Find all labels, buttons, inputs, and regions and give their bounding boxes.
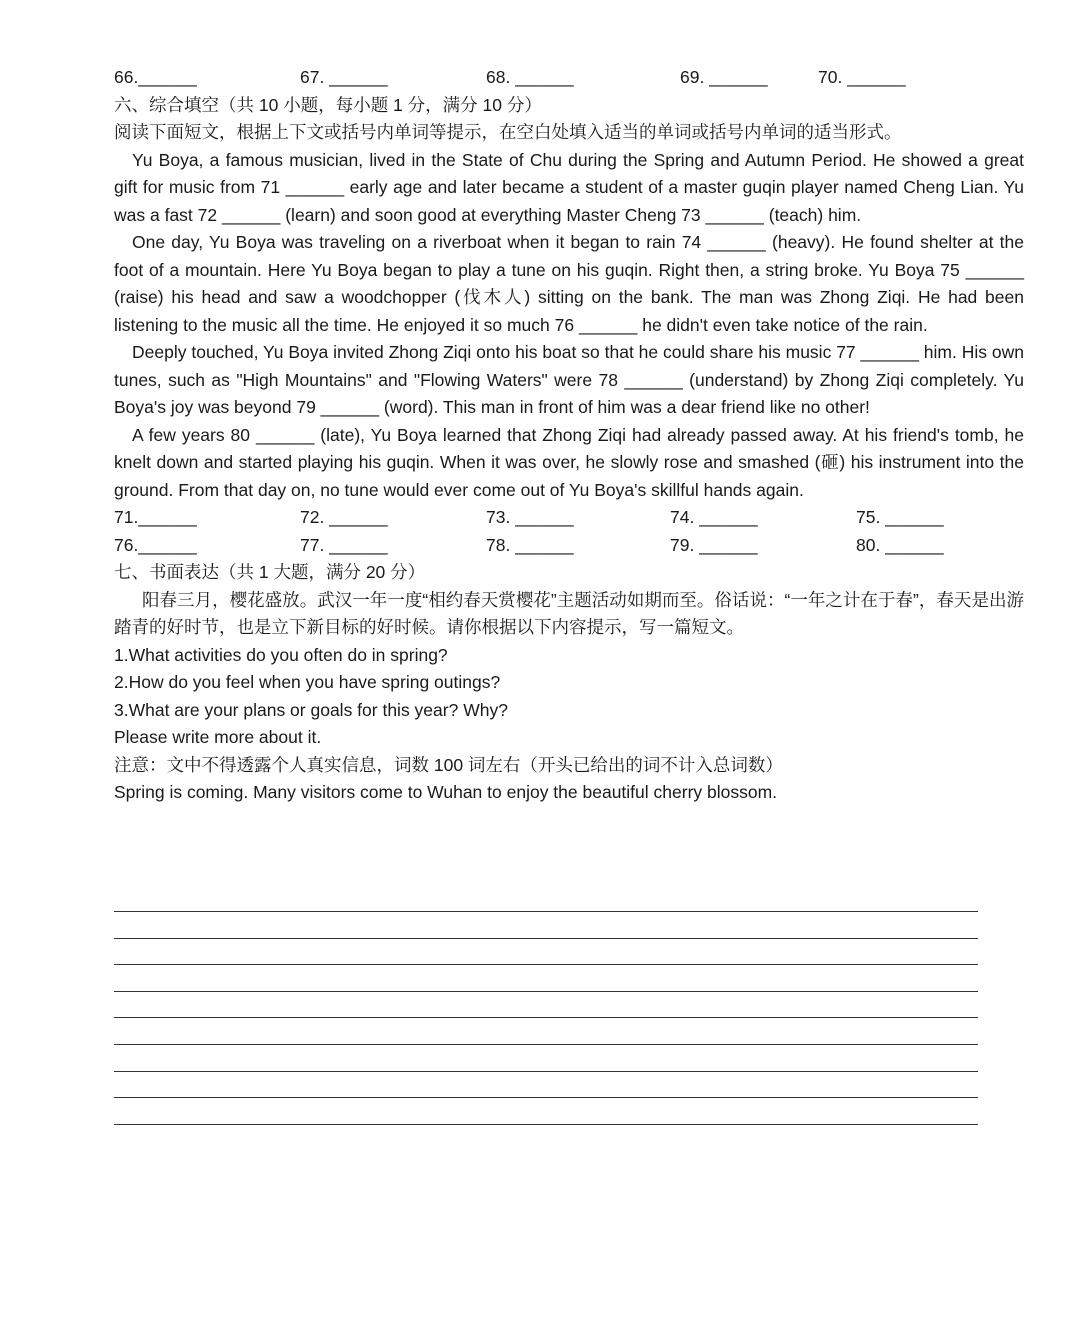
answer-blank-69[interactable]: 69. ______ (680, 67, 768, 87)
section6-heading: 六、综合填空（共 10 小题，每小题 1 分，满分 10 分） (114, 94, 542, 115)
answer-row-76-80 (114, 532, 1024, 560)
exam-page (114, 64, 1024, 807)
section6-instruction: 阅读下面短文，根据上下文或括号内单词等提示，在空白处填入适当的单词或括号内单词的适当形式。 (114, 122, 902, 142)
writing-question-1: 1.What activities do you often do in spring? (114, 644, 448, 665)
answer-blank-77[interactable]: 77. ______ (300, 534, 388, 555)
answer-blank-78[interactable]: 78. ______ (486, 534, 574, 555)
passage-paragraph-3: Deeply touched, Yu Boya invited Zhong Ziqi onto his boat so that he could share his music 77 ______ him. His own tunes, such as "High Mountains" and "Flowing Waters" were 78 ______ (understand) by Zhong Ziqi completely. Yu Boya's joy was beyond 79 ______ (word). This man in front of him was a dear friend like no other! (114, 342, 1024, 417)
writing-opening-sentence: Spring is coming. Many visitors come to Wuhan to enjoy the beautiful cherry blossom. (114, 782, 778, 802)
answer-blank-68[interactable]: 68. ______ (486, 67, 574, 87)
passage-paragraph-1: Yu Boya, a famous musician, lived in the State of Chu during the Spring and Autumn Period. He showed a great gift for music from 71 ______ early age and later became a student of a master guqin player named Cheng Lian. Yu was a fast 72 ______ (learn) and soon good at everything Master Cheng 73 ______ (teach) him. (114, 149, 1024, 225)
answer-blank-67[interactable]: 67. ______ (300, 67, 388, 87)
answer-row-71-75 (114, 504, 1024, 532)
writing-question-3: 3.What are your plans or goals for this year? Why? (114, 699, 508, 720)
answer-blank-66[interactable]: 66.______ (114, 67, 197, 87)
section7-heading: 七、书面表达（共 1 大题，满分 20 分） (114, 562, 426, 582)
writing-line[interactable] (114, 1045, 978, 1072)
answer-blank-72[interactable]: 72. ______ (300, 507, 388, 527)
answer-blank-76[interactable]: 76.______ (114, 534, 197, 555)
answer-blank-70[interactable]: 70. ______ (818, 67, 906, 87)
writing-line[interactable] (114, 1072, 978, 1099)
answer-blank-80[interactable]: 80. ______ (856, 534, 944, 555)
passage-paragraph-4: A few years 80 ______ (late), Yu Boya learned that Zhong Ziqi had already passed away. At his friend's tomb, he knelt down and started playing his guqin. When it was over, he slowly rose and smashed (砸) his instrument into the ground. From that day on, no tune would ever come out of Yu Boya's skillful hands again. (114, 424, 1024, 500)
writing-area[interactable] (114, 911, 978, 1125)
writing-note: 注意：文中不得透露个人真实信息，词数 100 词左右（开头已给出的词不计入总词数） (114, 754, 783, 775)
writing-line[interactable] (114, 992, 978, 1019)
passage-paragraph-2: One day, Yu Boya was traveling on a riverboat when it began to rain 74 ______ (heavy). He found shelter at the foot of a mountain. Here Yu Boya began to play a tune on his guqin. Right then, a string broke. Yu Boya 75 ______ (raise) his head and saw a woodchopper (伐木人) sitting on the bank. The man was Zhong Ziqi. He had been listening to the music all the time. He enjoyed it so much 76 ______ he didn't even take notice of the rain. (114, 232, 1024, 335)
answer-blank-71[interactable]: 71.______ (114, 507, 197, 527)
writing-line[interactable] (114, 1098, 978, 1125)
writing-prompt: 阳春三月，樱花盛放。武汉一年一度“相约春天赏樱花”主题活动如期而至。俗话说：“一年之计在于春”，春天是出游踏青的好时节，也是立下新目标的好时候。请你根据以下内容提示，写一篇短文。 (114, 589, 1024, 637)
answer-blank-75[interactable]: 75. ______ (856, 507, 944, 527)
writing-line[interactable] (114, 912, 978, 939)
writing-question-2: 2.How do you feel when you have spring outings? (114, 672, 501, 692)
writing-line[interactable] (114, 1018, 978, 1045)
answer-blank-74[interactable]: 74. ______ (670, 507, 758, 527)
answer-blank-73[interactable]: 73. ______ (486, 507, 574, 527)
answer-blank-79[interactable]: 79. ______ (670, 534, 758, 555)
answer-row-66-70 (114, 64, 1024, 92)
writing-line[interactable] (114, 939, 978, 966)
write-more-instruction: Please write more about it. (114, 727, 322, 747)
writing-line[interactable] (114, 965, 978, 992)
